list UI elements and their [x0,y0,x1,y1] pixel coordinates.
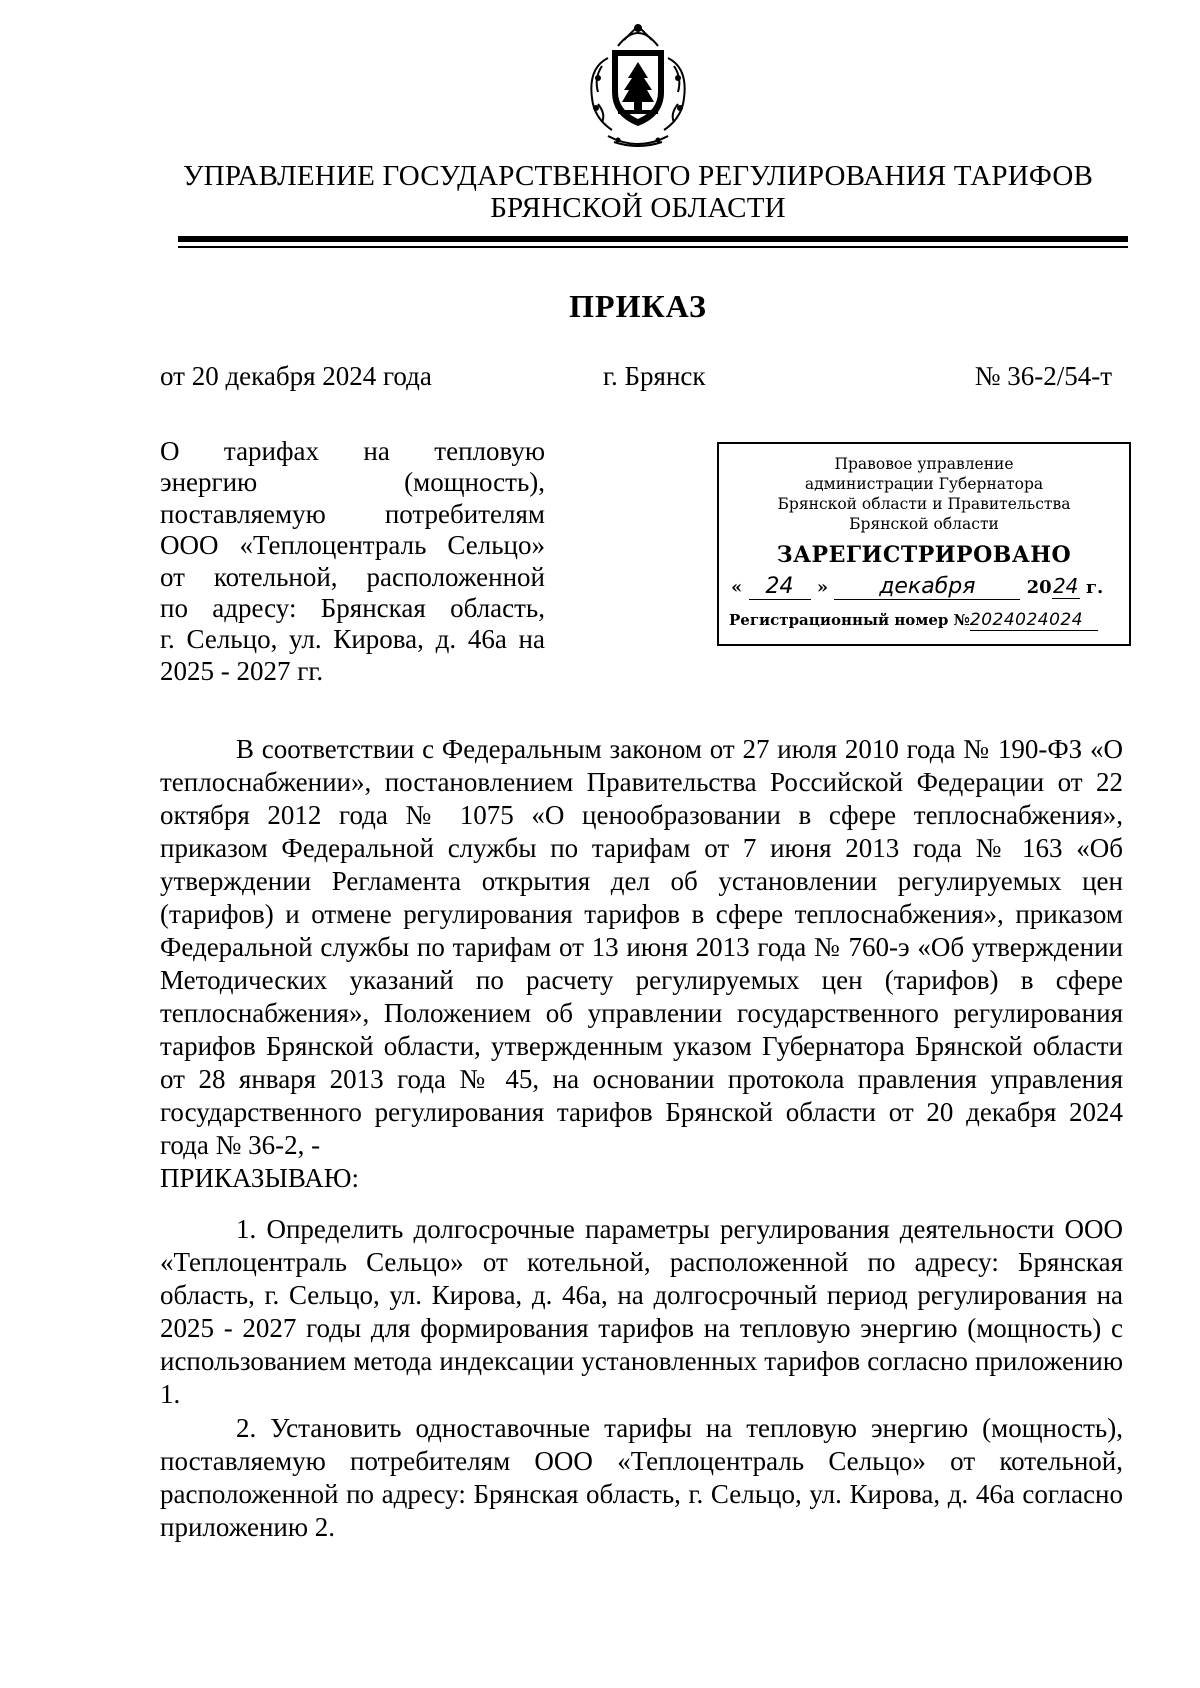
preamble-text: В соответствии с Федеральным законом от 27 июля 2010 года № 190-ФЗ «О теплоснабжении», постановлением Правительства Российской Федерации от 22 октября 2012 года № 1075 «О ценообразовании в сфере теплоснабжения», приказом Федеральной службы по тарифам от 7 июня 2013 года № 163 «Об утверждении Регламента открытия дел об установлении регулируемых цен (тарифов) и отмене регулирования тарифов в сфере теплоснабжения», приказом Федеральной службы по тарифам от 13 июня 2013 года № 760-э «Об утверждении Методических указаний по расчету регулируемых цен (тарифов) в сфере теплоснабжения», Положением об управлении государственного регулирования тарифов Брянской области, утвержденным указом Губернатора Брянской области от 28 января 2013 года № 45, на основании протокола правления управления государственного регулирования тарифов Брянской области от 20 декабря 2024 года № 36-2, - [160,734,1123,1160]
stamp-month-handwritten: декабря [834,574,1020,600]
order-date: от 20 декабря 2024 года [160,361,432,391]
stamp-authority-line: Правовое управление [834,455,1014,473]
stamp-registration-number [729,610,1129,631]
document-title: ПРИКАЗ [569,288,707,324]
stamp-authority-line: Брянской области и Правительства [777,495,1071,513]
stamp-date-line [731,574,1121,600]
stamp-year-handwritten: 24 [1052,574,1079,598]
stamp-year-unit: г. [1085,577,1104,598]
stamp-quote-open: « [731,577,743,598]
org-name-line1: УПРАВЛЕНИЕ ГОСУДАРСТВЕННОГО РЕГУЛИРОВАНИЯ ТАРИФОВ [182,160,1094,192]
stamp-reg-number-handwritten: 2024024024 [970,610,1098,631]
subject-line: поставляемую потребителям [160,498,545,529]
order-city: г. Брянск [603,361,706,391]
stamp-year-prefix: 20 [1026,577,1052,598]
registration-stamp [717,442,1131,646]
stamp-day-handwritten: 24 [749,574,811,600]
coat-of-arms-icon [568,18,708,153]
stamp-quote-close: » [816,577,829,598]
stamp-authority-line: администрации Губернатора [804,475,1044,493]
order-number: № 36-2/54-т [974,361,1112,391]
stamp-reg-label: Регистрационный номер № [729,611,970,629]
subject-line: ООО «Теплоцентраль Сельцо» [160,530,545,561]
header-divider-thin [178,246,1128,248]
subject-line: энергию (мощность), [160,467,545,498]
stamp-authority-line: Брянской области [849,515,999,533]
header-divider-thick [178,236,1128,242]
order-word: ПРИКАЗЫВАЮ: [160,1163,359,1193]
order-item-2 [160,1412,1123,1544]
item-2-text: 2. Установить одноставочные тарифы на тепловую энергию (мощность), поставляемую потребителям ООО «Теплоцентраль Сельцо» от котельной, расположенной по адресу: Брянская область, г. Сельцо, ул. Кирова, д. 46а согласно приложению 2. [160,1413,1123,1542]
subject-line: от котельной, расположенной [160,561,545,592]
order-subject [160,436,545,687]
stamp-registered-label: ЗАРЕГИСТРИРОВАНО [776,542,1072,568]
subject-line: по адресу: Брянская область, [160,593,545,624]
subject-line: О тарифах на тепловую [160,436,545,466]
organization-name [150,160,1126,224]
org-name-line2: БРЯНСКОЙ ОБЛАСТИ [490,192,786,224]
order-item-1 [160,1213,1123,1411]
subject-line: 2025 - 2027 гг. [160,655,324,686]
subject-line: г. Сельцо, ул. Кирова, д. 46а на [160,624,545,655]
order-preamble [160,733,1123,1195]
item-1-text: 1. Определить долгосрочные параметры регулирования деятельности ООО «Теплоцентраль Сельцо» от котельной, расположенной по адресу: Брянская область, г. Сельцо, ул. Кирова, д. 46а, на долгосрочный период регулирования на 2025 - 2027 годы для формирования тарифов на тепловую энергию (мощность) с использованием метода индексации установленных тарифов согласно приложению 1. [160,1214,1123,1409]
